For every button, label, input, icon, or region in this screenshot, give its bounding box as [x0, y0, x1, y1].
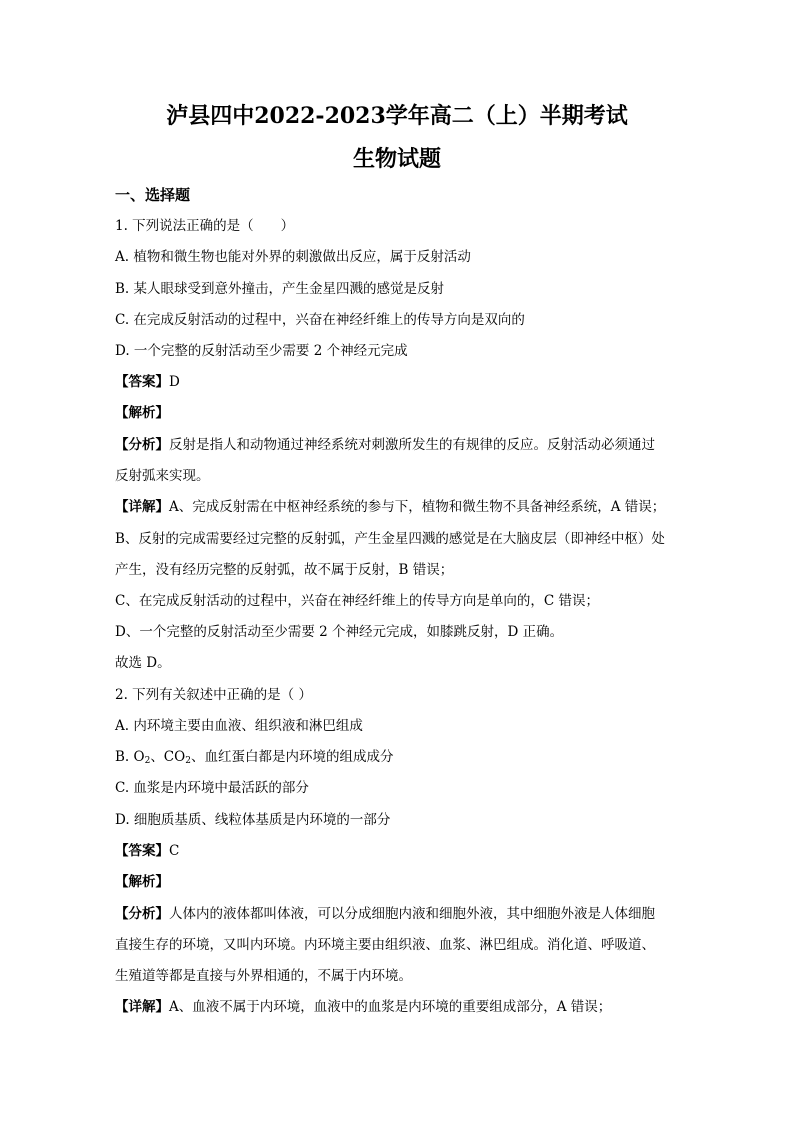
q1-detail-line: 产生，没有经历完整的反射弧，故不属于反射，B 错误；	[115, 562, 454, 578]
analysis-text: 反射是指人和动物通过神经系统对刺激所发生的有规律的反应。反射活动必须通过	[169, 437, 655, 453]
answer-label: 【答案】	[115, 374, 169, 390]
detail-label: 【详解】	[115, 999, 169, 1015]
analysis-label: 【分析】	[115, 906, 169, 922]
q2-analysis-line: 直接生存的环境，又叫内环境。内环境主要由组织液、血浆、淋巴组成。消化道、呼吸道、	[115, 937, 655, 953]
q2-answer	[115, 841, 685, 861]
q1-detail-line: D、一个完整的反射活动至少需要 2 个神经元完成，如膝跳反射，D 正确。	[115, 624, 564, 640]
analysis-label: 【分析】	[115, 437, 169, 453]
document-title: 泸县四中2022-2023学年高二（上）半期考试	[166, 103, 628, 129]
subscript: 2	[144, 756, 151, 766]
q1-analysis-line: 反射弧来实现。	[115, 468, 210, 484]
q1-conclusion: 故选 D。	[115, 655, 171, 671]
q1-answer	[115, 372, 685, 392]
q1-stem: 1. 下列说法正确的是（ ）	[115, 218, 295, 234]
q2-detail-line	[115, 997, 685, 1017]
q2-option-d: D. 细胞质基质、线粒体基质是内环境的一部分	[115, 812, 391, 828]
q2-analysis-line: 生殖道等都是直接与外界相通的，不属于内环境。	[115, 968, 412, 984]
document-subtitle: 生物试题	[352, 146, 441, 172]
option-b-mid: 、CO	[150, 749, 186, 765]
q1-option-c: C. 在完成反射活动的过程中，兴奋在神经纤维上的传导方向是双向的	[115, 312, 525, 328]
q2-option-a: A. 内环境主要由血液、组织液和淋巴组成	[115, 718, 363, 734]
detail-text: A、完成反射需在中枢神经系统的参与下，植物和微生物不具备神经系统，A 错误；	[169, 499, 666, 515]
option-b-suffix: 、血红蛋白都是内环境的组成成分	[190, 749, 394, 765]
answer-label: 【答案】	[115, 843, 169, 859]
q2-analysis-line	[115, 904, 685, 924]
q1-option-a: A. 植物和微生物也能对外界的刺激做出反应，属于反射活动	[115, 249, 471, 265]
q1-detail-line: B、反射的完成需要经过完整的反射弧，产生金星四溅的感觉是在大脑皮层（即神经中枢）处	[115, 531, 665, 547]
q1-jiexi-label: 【解析】	[115, 405, 169, 421]
section-heading: 一、选择题	[115, 186, 191, 204]
q1-analysis-line	[115, 435, 685, 455]
detail-text: A、血液不属于内环境，血液中的血浆是内环境的重要组成部分，A 错误；	[169, 999, 612, 1015]
q1-option-d: D. 一个完整的反射活动至少需要 2 个神经元完成	[115, 343, 408, 359]
q1-detail-line	[115, 497, 685, 517]
answer-value: D	[169, 374, 180, 390]
q1-option-b: B. 某人眼球受到意外撞击，产生金星四溅的感觉是反射	[115, 281, 445, 297]
subscript: 2	[185, 756, 191, 766]
detail-label: 【详解】	[115, 499, 169, 515]
q2-jiexi-label: 【解析】	[115, 874, 169, 890]
q2-stem: 2. 下列有关叙述中正确的是（ ）	[115, 687, 312, 703]
q1-detail-line: C、在完成反射活动的过程中，兴奋在神经纤维上的传导方向是单向的，C 错误；	[115, 593, 599, 609]
q2-option-c: C. 血浆是内环境中最活跃的部分	[115, 780, 309, 796]
q2-option-b	[115, 747, 685, 767]
option-b-prefix: B. O	[115, 749, 145, 765]
answer-value: C	[169, 843, 180, 859]
analysis-text: 人体内的液体都叫体液，可以分成细胞内液和细胞外液，其中细胞外液是人体细胞	[169, 906, 655, 922]
